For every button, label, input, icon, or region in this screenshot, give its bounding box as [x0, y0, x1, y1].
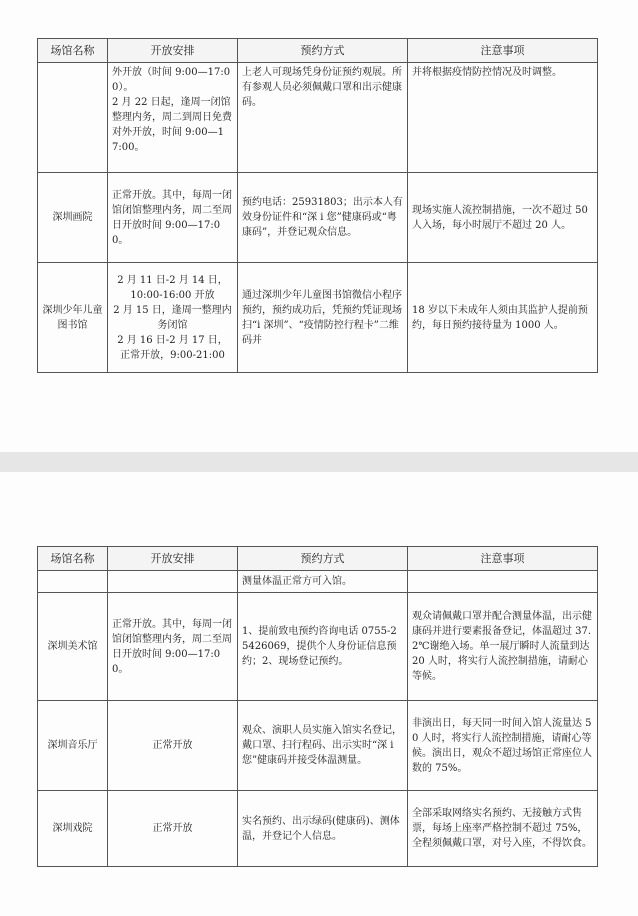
venue-name-cell: 深圳画院 — [38, 173, 108, 263]
notes-cell: 观众请佩戴口罩并配合测量体温，出示健康码并进行要素报备登记，体温超过 37.2℃谢绝入场。单一展厅瞬时人流量到达 20 人时，将实行人流控制措施，请耐心等候。 — [408, 593, 598, 701]
notes-cell: 非演出日，每天同一时间入馆人流量达 50 人时，将实行人流控制措施，请耐心等候。演出日，观众不超过场馆正常座位人数的 75%。 — [408, 701, 598, 791]
venue-name-cell: 深圳美术馆 — [38, 593, 108, 701]
venue-name-cell: 深圳少年儿童图书馆 — [38, 263, 108, 373]
table-row — [38, 791, 598, 867]
venue-name-cell: 深圳戏院 — [38, 791, 108, 867]
header-venue-name: 场馆名称 — [38, 547, 108, 571]
table-header-row — [38, 547, 598, 571]
table-row — [38, 263, 598, 373]
booking-cell: 1、提前致电预约咨询电话 0755-25426069，提供个人身份证信息预约；2、现场登记预约。 — [238, 593, 408, 701]
document-page-1 — [0, 0, 638, 452]
venue-name-cell — [38, 63, 108, 173]
header-notes: 注意事项 — [408, 39, 598, 63]
booking-cell: 观众、演职人员实施入馆实名登记，戴口罩、扫行程码、出示实时“深 i 您”健康码并接受体温测量。 — [238, 701, 408, 791]
booking-cell: 测量体温正常方可入馆。 — [238, 571, 408, 593]
table-row — [38, 173, 598, 263]
header-schedule: 开放安排 — [108, 39, 238, 63]
header-notes: 注意事项 — [408, 547, 598, 571]
table-row — [38, 701, 598, 791]
booking-cell: 上老人可现场凭身份证预约观展。所有参观人员必须佩戴口罩和出示健康码。 — [238, 63, 408, 173]
schedule-cell: 正常开放。其中，每周一闭馆闭馆整理内务，周二至周日开放时间 9:00—17:00。 — [108, 593, 238, 701]
booking-cell: 通过深圳少年儿童图书馆微信小程序预约，预约成功后，凭预约凭证现场扫“i 深圳”、“疫情防控行程卡”二维码并 — [238, 263, 408, 373]
document-page-2 — [0, 472, 638, 916]
header-booking: 预约方式 — [238, 547, 408, 571]
header-schedule: 开放安排 — [108, 547, 238, 571]
header-booking: 预约方式 — [238, 39, 408, 63]
table-row — [38, 63, 598, 173]
schedule-cell: 正常开放 — [108, 791, 238, 867]
booking-cell: 实名预约、出示绿码(健康码)、测体温，并登记个人信息。 — [238, 791, 408, 867]
schedule-cell: 2 月 11 日-2 月 14 日， 10:00-16:00 开放 2 月 15 日，逢周一整理内务闭馆 2 月 16 日-2 月 17 日， 正常开放，9:00-21:00 — [108, 263, 238, 373]
notes-cell: 全部采取网络实名预约、无接触方式售票，每场上座率严格控制不超过 75%，全程须佩戴口罩，对号入座，不得饮食。 — [408, 791, 598, 867]
schedule-cell — [108, 571, 238, 593]
venue-name-cell: 深圳音乐厅 — [38, 701, 108, 791]
booking-cell: 预约电话：25931803；出示本人有效身份证件和“深 i 您”健康码或“粤康码”，并登记观众信息。 — [238, 173, 408, 263]
header-venue-name: 场馆名称 — [38, 39, 108, 63]
notes-cell — [408, 571, 598, 593]
page-separator — [0, 452, 638, 472]
notes-cell: 现场实施人流控制措施，一次不超过 50 人入场，每小时展厅不超过 20 人。 — [408, 173, 598, 263]
venue-table-page-1 — [37, 38, 598, 373]
table-header-row — [38, 39, 598, 63]
schedule-cell: 正常开放 — [108, 701, 238, 791]
table-row — [38, 571, 598, 593]
table-row — [38, 593, 598, 701]
venue-name-cell — [38, 571, 108, 593]
schedule-cell: 正常开放。其中，每周一闭馆闭馆整理内务，周二至周日开放时间 9:00—17:00。 — [108, 173, 238, 263]
notes-cell: 18 岁以下未成年人须由其监护人提前预约，每日预约接待量为 1000 人。 — [408, 263, 598, 373]
notes-cell: 并将根据疫情防控情况及时调整。 — [408, 63, 598, 173]
schedule-cell: 外开放（时间 9:00—17:00）。 2 月 22 日起，逢周一闭馆整理内务，周二到周日免费对外开放，时间 9:00—17:00。 — [108, 63, 238, 173]
venue-table-page-2 — [37, 546, 598, 867]
